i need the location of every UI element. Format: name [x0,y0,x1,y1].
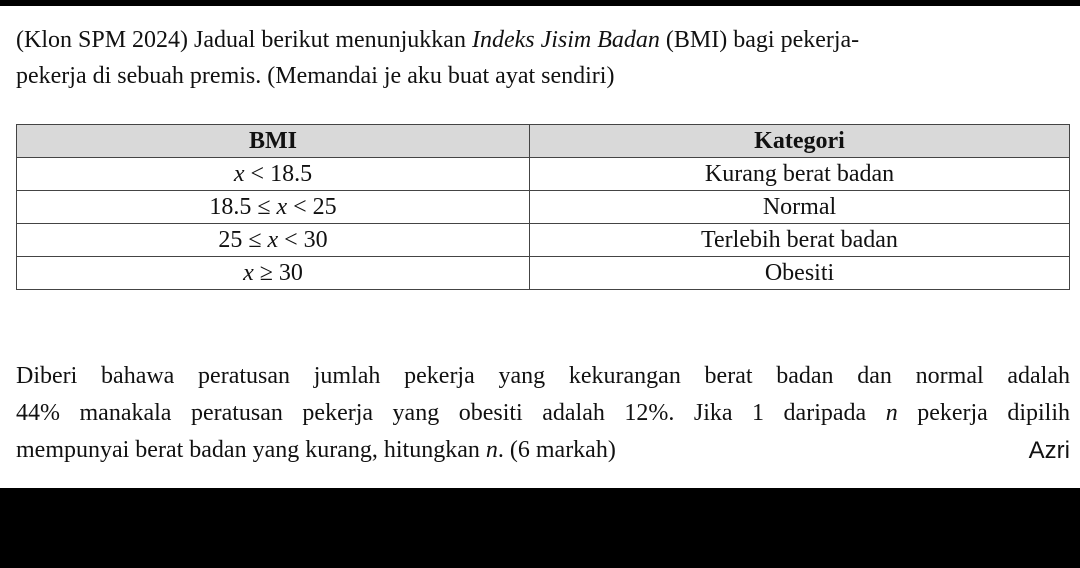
kategori-cell: Terlebih berat badan [530,224,1070,257]
question-line-3 [16,432,1070,469]
intro-line-2: pekerja di sebuah premis. (Memandai je aku buat ayat sendiri) [16,63,615,89]
bmi-range-cell: 18.5 ≤ x < 25 [17,191,530,224]
intro-text [16,22,1056,94]
bmi-range-cell: x < 18.5 [17,158,530,191]
header-bmi: BMI [17,125,530,158]
kategori-cell: Kurang berat badan [530,158,1070,191]
document-paper [0,6,1080,488]
table-row [17,257,1070,290]
intro-italic-term: Indeks Jisim Badan [471,27,660,53]
kategori-cell: Obesiti [530,257,1070,290]
question-line-2: 44% manakala peratusan pekerja yang obesiti adalah 12%. Jika 1 daripada n pekerja dipilih [16,400,1070,426]
table-header-row [17,125,1070,158]
question-text [16,358,1070,469]
intro-line-1: (Klon SPM 2024) Jadual berikut menunjukkan Indeks Jisim Badan (BMI) bagi pekerja- [16,27,860,53]
question-line-3-text: mempunyai berat badan yang kurang, hitungkan n. (6 markah) [16,437,616,463]
table-row [17,191,1070,224]
bmi-table [16,124,1070,290]
bmi-range-cell: 25 ≤ x < 30 [17,224,530,257]
header-kategori: Kategori [530,125,1070,158]
kategori-cell: Normal [530,191,1070,224]
author-signature: Azri [1028,437,1070,464]
table-row [17,158,1070,191]
question-line-1: Diberi bahawa peratusan jumlah pekerja yang kekurangan berat badan dan normal adalah [16,363,1070,389]
table-row [17,224,1070,257]
bmi-range-cell: x ≥ 30 [17,257,530,290]
